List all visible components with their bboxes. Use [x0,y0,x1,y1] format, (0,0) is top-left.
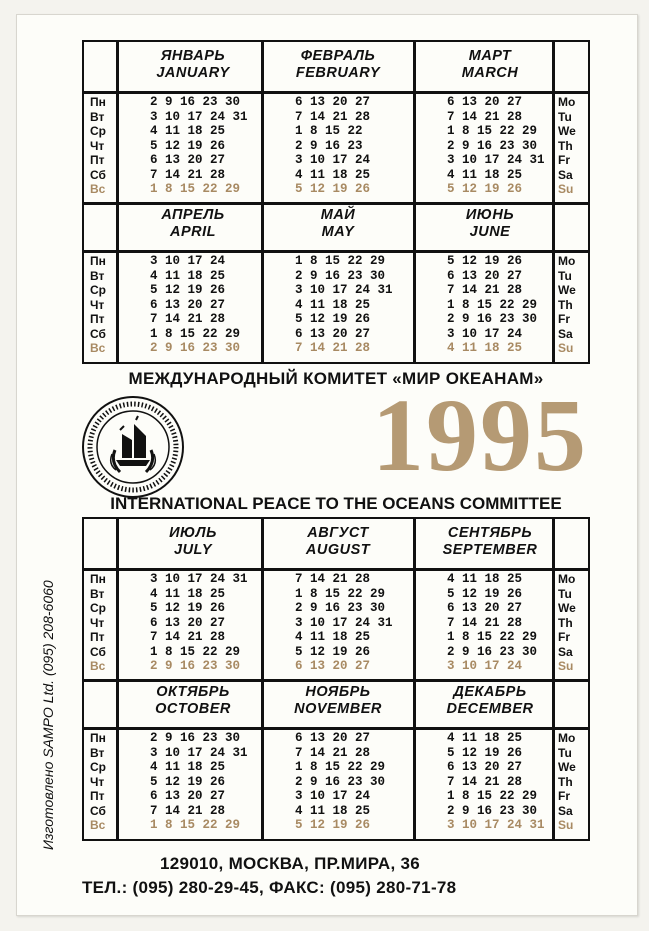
grid-line [116,519,119,839]
day-row: 3 10 17 24 [295,153,371,167]
day-label-ru: Ср [90,124,106,138]
day-row: 6 13 20 27 [447,601,523,615]
month-name-en: DECEMBER [446,701,534,717]
grid-line [261,519,264,839]
day-row: 1 8 15 22 29 [295,254,386,268]
month-name-ru: МАЙ [320,207,356,223]
day-row: 2 9 16 23 30 [447,312,538,326]
day-row: 1 8 15 22 29 [295,586,386,601]
day-row: 7 14 21 28 [447,109,523,124]
day-row: 4 11 18 25 [150,586,226,601]
day-row: 4 11 18 25 [150,760,226,774]
month-name-en: MAY [321,224,355,240]
month-header [263,48,413,82]
day-row: 3 10 17 24 31 [150,745,248,760]
grid-line [84,568,588,571]
month-header [415,48,565,82]
month-header [118,684,268,718]
day-row: 2 9 16 23 30 [295,601,386,615]
day-label-en: Su [558,182,574,196]
day-row: 4 11 18 25 [447,572,523,586]
month-name-en: SEPTEMBER [442,542,538,558]
day-label-ru: Пт [90,630,105,644]
month-header [263,525,413,559]
day-label-en: Tu [558,268,572,283]
day-label-en: Sa [558,644,573,659]
day-row: 5 12 19 26 [295,644,371,659]
day-label-en: We [558,760,576,774]
day-label-ru: Пн [90,572,106,586]
day-label-ru: Сб [90,803,106,818]
month-name-en: MARCH [461,65,519,81]
day-label-en: Fr [558,312,570,326]
day-row: 2 9 16 23 30 [150,731,241,745]
day-label-en: Th [558,774,573,789]
day-label-en: Sa [558,803,573,818]
day-row: 6 13 20 27 [150,789,226,803]
day-label-ru: Вс [90,659,106,673]
day-row: 6 13 20 27 [295,95,371,109]
day-row: 2 9 16 23 30 [150,341,241,355]
day-label-en: Fr [558,153,570,167]
day-label-en: Tu [558,109,572,124]
day-row: 2 9 16 23 [295,138,363,153]
day-label-en: Th [558,615,573,630]
month-header [415,525,565,559]
day-row: 1 8 15 22 29 [150,818,241,832]
day-row: 4 11 18 25 [295,630,371,644]
month-days [150,731,248,833]
day-row: 1 8 15 22 29 [447,789,538,803]
day-row: 1 8 15 22 29 [150,182,241,196]
month-days [295,572,393,674]
month-name-ru: ОКТЯБРЬ [156,684,230,700]
day-row: 2 9 16 23 30 [150,659,241,673]
month-header [263,684,413,718]
month-name-en: JUNE [469,224,511,240]
day-row: 3 10 17 24 [447,326,523,341]
day-label-en: Mo [558,254,576,268]
month-days [295,254,393,356]
sailing-ship-emblem-icon [80,394,186,500]
day-label-en: We [558,124,576,138]
day-label-en: Su [558,818,574,832]
day-row: 6 13 20 27 [295,731,371,745]
day-row: 6 13 20 27 [150,153,226,167]
day-row: 5 12 19 26 [295,182,371,196]
grid-line [84,250,588,253]
day-row: 1 8 15 22 29 [447,124,538,138]
grid-line [552,42,555,362]
calendar-block [82,40,590,364]
day-label-en: Mo [558,95,576,109]
month-name-ru: АПРЕЛЬ [161,207,225,223]
day-row: 3 10 17 24 31 [295,283,393,297]
day-label-ru: Вс [90,182,106,196]
day-row: 6 13 20 27 [295,326,371,341]
day-label-ru: Пт [90,312,105,326]
grid-line [552,519,555,839]
day-row: 3 10 17 24 31 [150,109,248,124]
day-label-ru: Чт [90,774,105,789]
day-label-ru: Вт [90,109,105,124]
day-label-en: We [558,601,576,615]
day-label-ru: Чт [90,138,105,153]
day-label-en: Th [558,297,573,312]
month-name-ru: ИЮНЬ [465,207,515,223]
day-labels-en [558,95,576,197]
calendar-block [82,517,590,841]
day-label-ru: Чт [90,615,105,630]
day-row: 5 12 19 26 [447,182,523,196]
day-row: 2 9 16 23 30 [295,774,386,789]
day-label-ru: Ср [90,760,106,774]
day-label-en: Sa [558,326,573,341]
printer-credit: Изготовлено SAMPO Ltd. (095) 208-6060 [40,580,56,850]
day-labels-en [558,572,576,674]
day-label-ru: Сб [90,644,106,659]
day-label-en: Mo [558,572,576,586]
day-row: 4 11 18 25 [295,297,371,312]
day-row: 4 11 18 25 [447,731,523,745]
day-label-ru: Чт [90,297,105,312]
month-name-en: AUGUST [305,542,371,558]
day-row: 5 12 19 26 [150,283,226,297]
day-row: 7 14 21 28 [150,167,226,182]
day-row: 3 10 17 24 31 [447,153,545,167]
day-row: 4 11 18 25 [150,124,226,138]
day-label-ru: Вс [90,818,106,832]
month-days [295,731,385,833]
day-row: 3 10 17 24 31 [150,572,248,586]
day-row: 3 10 17 24 31 [447,818,545,832]
day-label-ru: Пн [90,254,106,268]
day-row: 3 10 17 24 [150,254,226,268]
day-labels-en [558,731,576,833]
day-row: 7 14 21 28 [295,341,371,355]
day-label-en: Fr [558,789,570,803]
day-row: 6 13 20 27 [447,268,523,283]
day-label-en: Tu [558,745,572,760]
day-row: 4 11 18 25 [447,341,523,355]
grid-line [84,679,588,682]
day-label-ru: Сб [90,167,106,182]
day-row: 1 8 15 22 29 [150,644,241,659]
day-label-ru: Вт [90,586,105,601]
day-row: 1 8 15 22 29 [295,760,386,774]
day-row: 5 12 19 26 [150,138,226,153]
month-name-ru: ИЮЛЬ [169,525,217,541]
grid-line [413,519,416,839]
day-label-ru: Пт [90,789,105,803]
day-row: 6 13 20 27 [150,615,226,630]
day-row: 3 10 17 24 31 [295,615,393,630]
day-label-ru: Вт [90,745,105,760]
day-label-en: Tu [558,586,572,601]
grid-line [84,202,588,205]
month-name-ru: СЕНТЯБРЬ [447,525,533,541]
month-header [415,207,565,241]
day-row: 2 9 16 23 30 [447,644,538,659]
day-labels-ru [90,572,106,674]
day-row: 4 11 18 25 [447,167,523,182]
day-row: 5 12 19 26 [150,601,226,615]
day-label-en: Th [558,138,573,153]
day-label-ru: Пн [90,95,106,109]
day-row: 5 12 19 26 [447,254,523,268]
day-row: 5 12 19 26 [295,312,371,326]
grid-line [84,727,588,730]
day-row: 7 14 21 28 [447,283,523,297]
day-row: 4 11 18 25 [295,803,371,818]
month-header [263,207,413,241]
day-row: 7 14 21 28 [150,630,226,644]
month-name-en: JANUARY [156,65,230,81]
day-row: 6 13 20 27 [447,760,523,774]
day-row: 2 9 16 23 30 [150,95,241,109]
month-name-en: OCTOBER [155,701,231,717]
day-row: 1 8 15 22 29 [150,326,241,341]
month-days [447,254,537,356]
day-label-ru: Ср [90,601,106,615]
month-header [118,207,268,241]
day-label-en: Su [558,341,574,355]
day-label-en: Mo [558,731,576,745]
day-row: 7 14 21 28 [150,312,226,326]
month-days [447,95,545,197]
month-days [150,254,240,356]
committee-title-ru: МЕЖДУНАРОДНЫЙ КОМИТЕТ «МИР ОКЕАНАМ» [128,369,544,388]
year-display: 1995 [372,378,588,493]
month-name-en: NOVEMBER [294,701,382,717]
day-labels-ru [90,731,106,833]
grid-line [413,42,416,362]
day-row: 4 11 18 25 [150,268,226,283]
month-header [118,525,268,559]
day-label-ru: Пт [90,153,105,167]
month-name-ru: НОЯБРЬ [305,684,371,700]
day-row: 5 12 19 26 [150,774,226,789]
day-labels-ru [90,95,106,197]
month-name-ru: АВГУСТ [307,525,369,541]
month-days [447,731,545,833]
day-row: 7 14 21 28 [447,774,523,789]
day-row: 1 8 15 22 29 [447,297,538,312]
month-days [447,572,537,674]
day-label-ru: Сб [90,326,106,341]
day-label-en: Su [558,659,574,673]
month-name-ru: ФЕВРАЛЬ [300,48,376,64]
month-days [150,95,248,197]
day-row: 7 14 21 28 [150,803,226,818]
day-label-ru: Пн [90,731,106,745]
month-header [118,48,268,82]
month-name-ru: ДЕКАБРЬ [453,684,527,700]
day-row: 3 10 17 24 [295,789,371,803]
day-row: 7 14 21 28 [295,745,371,760]
day-row: 7 14 21 28 [295,572,371,586]
day-row: 6 13 20 27 [295,659,371,673]
day-row: 6 13 20 27 [150,297,226,312]
month-name-en: JULY [174,542,212,558]
day-label-en: Fr [558,630,570,644]
month-name-en: FEBRUARY [295,65,381,81]
day-row: 6 13 20 27 [447,95,523,109]
grid-line [116,42,119,362]
day-row: 4 11 18 25 [295,167,371,182]
day-row: 1 8 15 22 29 [447,630,538,644]
day-row: 3 10 17 24 [447,659,523,673]
address-line: 129010, МОСКВА, ПР.МИРА, 36 [160,854,421,873]
month-days [150,572,248,674]
day-row: 7 14 21 28 [447,615,523,630]
day-row: 1 8 15 22 [295,124,363,138]
day-label-ru: Вс [90,341,106,355]
month-header [415,684,565,718]
day-label-ru: Вт [90,268,105,283]
phone-line: ТЕЛ.: (095) 280-29-45, ФАКС: (095) 280-71-78 [82,878,457,897]
month-name-ru: МАРТ [468,48,512,64]
day-row: 2 9 16 23 30 [295,268,386,283]
day-row: 5 12 19 26 [295,818,371,832]
day-labels-en [558,254,576,356]
day-labels-ru [90,254,106,356]
day-row: 2 9 16 23 30 [447,138,538,153]
month-days [295,95,370,197]
day-row: 5 12 19 26 [447,745,523,760]
committee-title-en: INTERNATIONAL PEACE TO THE OCEANS COMMITTEE [110,494,562,513]
grid-line [84,91,588,94]
grid-line [261,42,264,362]
month-name-en: APRIL [170,224,216,240]
day-label-en: Sa [558,167,573,182]
day-row: 7 14 21 28 [295,109,371,124]
day-row: 2 9 16 23 30 [447,803,538,818]
day-label-en: We [558,283,576,297]
day-row: 5 12 19 26 [447,586,523,601]
month-name-ru: ЯНВАРЬ [160,48,226,64]
day-label-ru: Ср [90,283,106,297]
